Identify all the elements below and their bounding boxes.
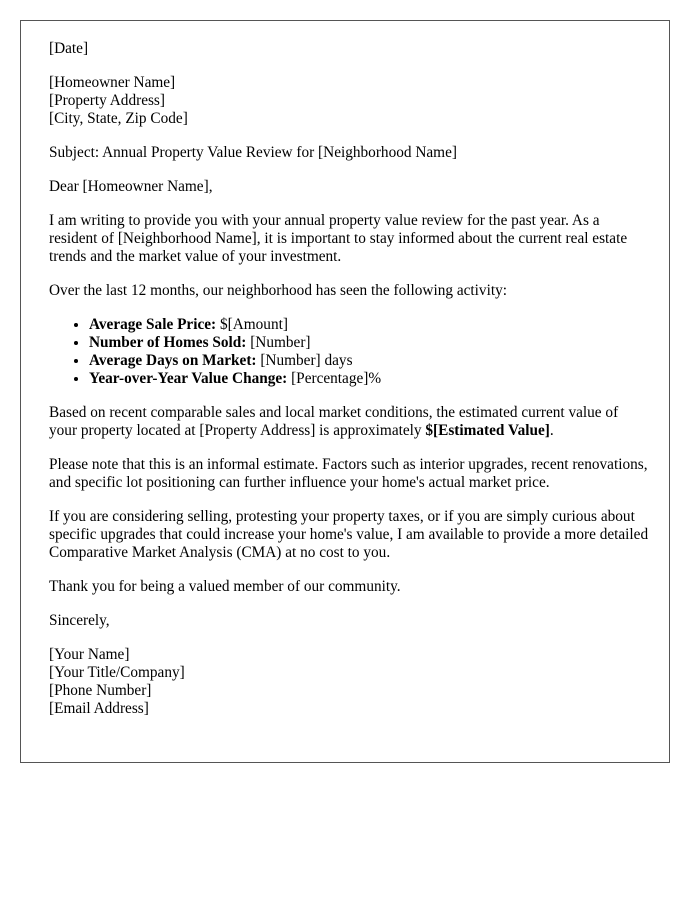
estimate-end: . bbox=[549, 422, 554, 439]
stat-value: [Percentage]% bbox=[287, 370, 382, 387]
recipient-city-state-zip: [City, State, Zip Code] bbox=[49, 110, 188, 127]
letter-page bbox=[20, 20, 670, 763]
recipient-block bbox=[49, 74, 649, 128]
estimate-text: Based on recent comparable sales and local market conditions, the estimated current value of your property located at [Property Address] is approximately bbox=[49, 404, 619, 439]
letter-greeting: Dear [Homeowner Name], bbox=[49, 178, 213, 195]
signature-block bbox=[49, 646, 649, 718]
market-stats-list bbox=[49, 316, 649, 388]
estimate-paragraph bbox=[49, 404, 649, 440]
letter-closing: Sincerely, bbox=[49, 612, 110, 629]
stat-average-sale-price bbox=[89, 316, 649, 334]
stat-label: Average Sale Price: bbox=[89, 316, 217, 333]
stat-label: Average Days on Market: bbox=[89, 352, 257, 369]
offer-paragraph: If you are considering selling, protesting your property taxes, or if you are simply curious about specific upgrades that could increase your home's value, I am available to provide a more detailed Comparative Market Analysis (CMA) at no cost to you. bbox=[49, 508, 649, 561]
note-paragraph: Please note that this is an informal estimate. Factors such as interior upgrades, recent renovations, and specific lot positioning can further influence your home's actual market price. bbox=[49, 456, 648, 491]
stat-label: Number of Homes Sold: bbox=[89, 334, 247, 351]
stat-homes-sold bbox=[89, 334, 649, 352]
stat-value: [Number] bbox=[246, 334, 311, 351]
sender-phone: [Phone Number] bbox=[49, 682, 152, 699]
stat-value: [Number] days bbox=[256, 352, 353, 369]
stat-days-on-market bbox=[89, 352, 649, 370]
stat-yoy-value-change bbox=[89, 370, 649, 388]
recipient-address: [Property Address] bbox=[49, 92, 165, 109]
letter-date: [Date] bbox=[49, 40, 89, 57]
letter-subject: Subject: Annual Property Value Review for [Neighborhood Name] bbox=[49, 144, 457, 161]
stat-label: Year-over-Year Value Change: bbox=[89, 370, 288, 387]
intro-paragraph: I am writing to provide you with your annual property value review for the past year. As a resident of [Neighborhood Name], it is important to stay informed about the current real estate trends and the market value of your investment. bbox=[49, 212, 628, 265]
recipient-name: [Homeowner Name] bbox=[49, 74, 176, 91]
activity-intro-paragraph: Over the last 12 months, our neighborhood has seen the following activity: bbox=[49, 282, 507, 299]
estimated-value: $[Estimated Value] bbox=[425, 422, 550, 439]
sender-title-company: [Your Title/Company] bbox=[49, 664, 185, 681]
sender-name: [Your Name] bbox=[49, 646, 130, 663]
sender-email: [Email Address] bbox=[49, 700, 149, 717]
thanks-paragraph: Thank you for being a valued member of our community. bbox=[49, 578, 401, 595]
stat-value: $[Amount] bbox=[216, 316, 288, 333]
